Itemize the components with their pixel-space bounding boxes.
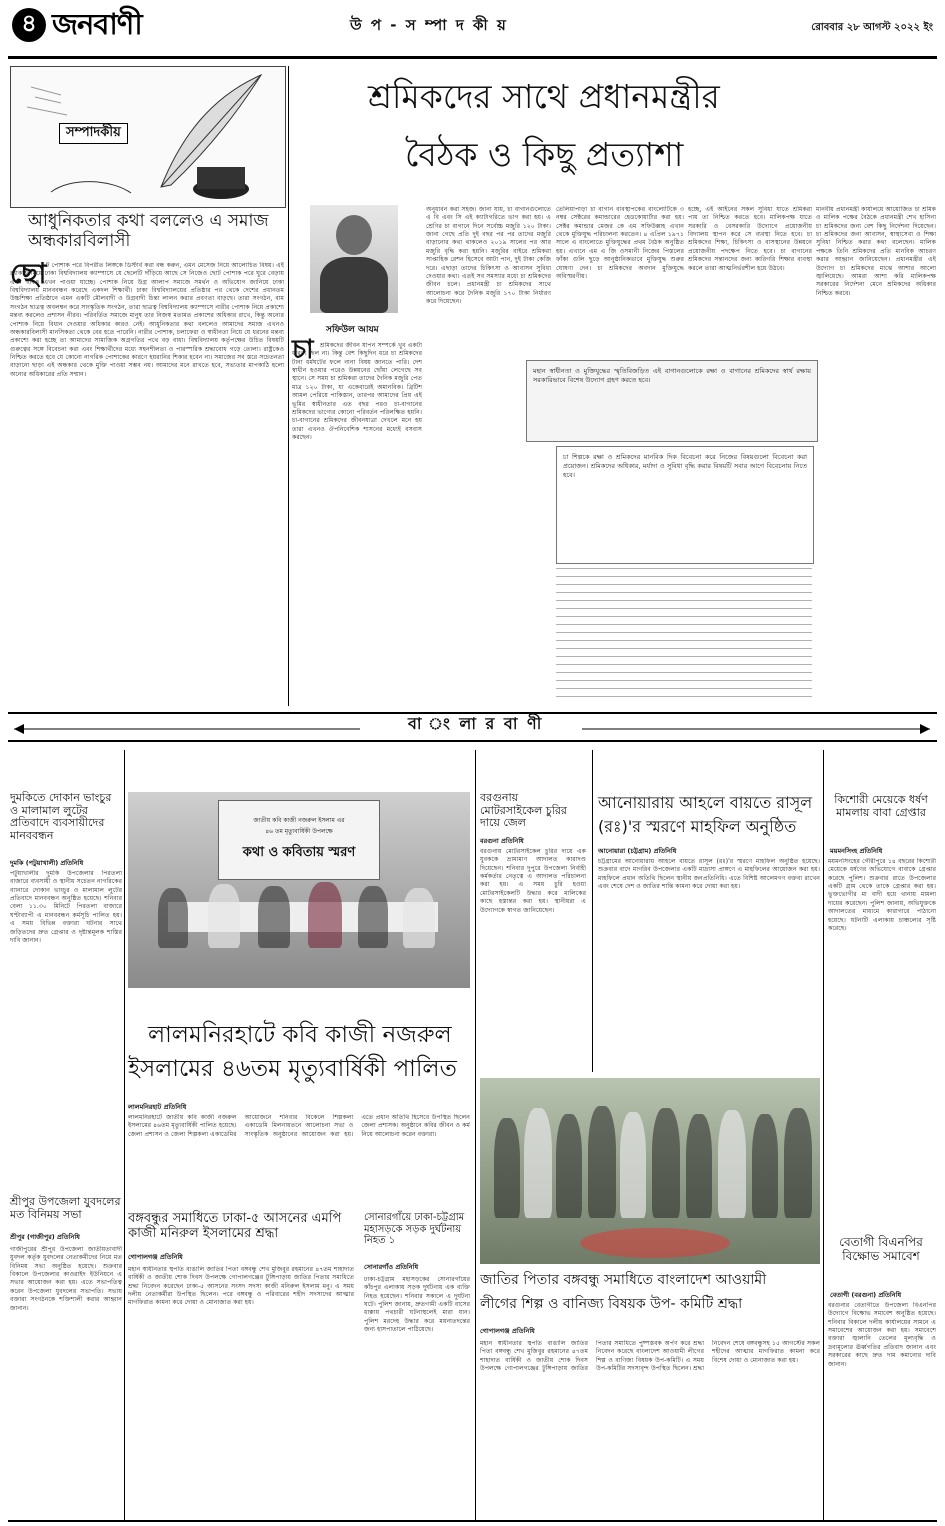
section-arrow-right bbox=[580, 720, 932, 732]
betagi-title: বেতাগী বিএনপির বিক্ষোভ সমাবেশ bbox=[839, 1235, 923, 1263]
dumki-byline: দুমকি (পটুয়াখালী) প্রতিনিধি bbox=[10, 859, 84, 867]
lead-title-line1: শ্রমিকদের সাথে প্রধানমন্ত্রীর bbox=[368, 77, 720, 116]
lead-author: সফিউল আযম bbox=[326, 325, 379, 335]
editorial-illustration bbox=[10, 66, 286, 208]
kishori-body: ময়মনসিংহের গৌরীপুরে ১৪ বছরের কিশোরী মেয়েকে ধর্ষণের অভিযোগে বাবাকে গ্রেপ্তার করেছে পুলিশ। শুক্রবার রাতে উপজেলার একটি গ্রাম থেকে তাকে গ্রেপ্তার করা হয়। ভুক্তভোগীর মা বাদী হয়ে থানায় মামলা দায়ের করেছেন। পুলিশ জানায়, অভিযুক্তকে আদালতের মাধ্যমে কারাগারে পাঠানো হয়েছে। ঘটনাটি এলাকায় চাঞ্চল্যের সৃষ্টি করেছে। bbox=[828, 858, 936, 932]
dumki-body: পটুয়াখালীর দুমকি উপজেলার পিরতলা বাজারে ব্যবসায়ী ও স্থানীয় সচেতন নাগরিকের ব্যানারে দোকান ভাংচুর ও মালামাল লুটের প্রতিবাদে মানববন্ধন অনুষ্ঠিত হয়েছে। শনিবার বেলা ১১.৩০ মিনিটে পিরতলা বাজারে ঘণ্টাব্যাপী এ মানববন্ধন কর্মসূচি পালিত হয়। এ সময় বিভিন্ন বক্তারা ঘটনার সাথে জড়িতদের দ্রুত গ্রেপ্তার ও দৃষ্টান্তমূলক শাস্তির দাবি জানান। bbox=[10, 870, 122, 944]
anowara-title-line1: আনোয়ারায় আহলে বায়তে রাসূল bbox=[598, 793, 813, 812]
barguna-byline: বরগুনা প্রতিনিধি bbox=[480, 837, 524, 845]
dhaka5-byline: গোপালগঞ্জ প্রতিনিধি bbox=[128, 1253, 183, 1261]
poster-line3: কথা ও কবিতায় স্মরণ bbox=[242, 845, 356, 860]
betagi-body: বরগুনার বেতাগীতে উপজেলা বিএনপির উদ্যোগে বিক্ষোভ সমাবেশ অনুষ্ঠিত হয়েছে। শনিবার বিকালে দলীয় কার্যালয়ের সামনে এ সমাবেশের আয়োজন করা হয়। সমাবেশে বক্তারা জ্বালানি তেলের মূল্যবৃদ্ধি ও দ্রব্যমূল্যের ঊর্ধ্বগতির প্রতিবাদ জানান এবং সরকারের কাছে দ্রুত দাম কমানোর দাবি জানান। bbox=[828, 1302, 936, 1368]
nazrul-byline: লালমনিরহাট প্রতিনিধি bbox=[128, 1103, 187, 1111]
quill-pen-icon bbox=[11, 67, 285, 207]
anowara-body: চট্টগ্রামের আনোয়ারায় আহলে বায়তে রাসূল (রঃ)'র স্মরণে মাহফিল অনুষ্ঠিত হয়েছে। শুক্রবার বাদে মাগরিব উপজেলার একটি মাদ্রাসা প্রাঙ্গণে এ মাহফিলের আয়োজন করা হয়। মাহফিলে প্রধান অতিথি ছিলেন স্থানীয় জনপ্রতিনিধি। এতে বিশিষ্ট আলেমগণ বক্তব্য রাখেন এবং শেষে দেশ ও জাতির শান্তি কামনা করে দোয়া করা হয়। bbox=[598, 858, 820, 891]
awami-title-line1: জাতির পিতার বঙ্গবন্ধু সমাধিতে বাংলাদেশ আওয়ামী bbox=[480, 1272, 767, 1288]
bangla-bani-section: বা ং লা র বা ণী bbox=[408, 714, 544, 733]
author-photo bbox=[310, 205, 398, 313]
nazrul-title-line1: লালমনিরহাটে কবি কাজী নজরুল bbox=[148, 1022, 452, 1048]
awami-byline: গোপালগঞ্জ প্রতিনিধি bbox=[480, 1327, 535, 1335]
sonargaon-body: ঢাকা-চট্টগ্রাম মহাসড়কের সোনারগাঁয়ের কাঁচপুর এলাকায় সড়ক দুর্ঘটনায় এক ব্যক্তি নিহত হয়েছেন। শনিবার সকালে এ দুর্ঘটনা ঘটে। পুলিশ জানায়, দ্রুতগামী একটি বাসের ধাক্কায় পথচারী ঘটনাস্থলেই মারা যান। পুলিশ মরদেহ উদ্ধার করে ময়নাতদন্তের জন্য হাসপাতালে পাঠিয়েছে। bbox=[364, 1276, 470, 1334]
pull-quote: মহান স্বাধীনতা ও মুক্তিযুদ্ধের স্মৃতিবিজড়িত এই বাগানগুলোকে রক্ষা ও বাগানের শ্রমিকদের স্বার্থ রক্ষায় সরকারিভাবে বিশেষ উদ্যোগ গ্রহণ করতে হবে। bbox=[533, 367, 811, 384]
sreepur-title: শ্রীপুর উপজেলা যুবদলের মত বিনিময় সভা bbox=[10, 1195, 121, 1221]
sreepur-body: গাজীপুরের শ্রীপুর উপজেলা জাতীয়তাবাদী যুবদল কর্তৃক যুবদলের নেতাকর্মীদের নিয়ে মত বিনিময় সভা অনুষ্ঠিত হয়েছে। শুক্রবার বিকালে উপজেলার কাওরাইদ ইউনিয়নে এ সভার আয়োজন করা হয়। এতে সভাপতিত্ব করেন উপজেলা যুবদলের সভাপতি। সভায় বক্তারা সংগঠনকে শক্তিশালী করার আহ্বান জানান। bbox=[10, 1246, 122, 1312]
issue-date: রোববার ২৮ আগস্ট ২০২২ ইং bbox=[811, 22, 933, 33]
page-number-badge bbox=[12, 8, 46, 42]
wreath-photo bbox=[480, 1078, 820, 1264]
lead-col1: শ্রমিকদের জীবন যাপন সম্পর্কে খুব একটা ধারণা ছিল না। কিন্তু বেশ কিছুদিন ধরে চা শ্রমিকদের টানা ধর্মঘটের ফলে নানা বিষয় জানতে পারি। দেশ স্বাধীন হওয়ার পরেও উন্নয়নের ছোঁয়া লেগেছে সব স্থানে। সে সময় চা শ্রমিকরা তাদের দৈনিক মজুরি পেত মাত্র ১২০ টাকা, যা একেবারেই অমানবিক। ব্রিটিশ আমল পেরিয়ে পাকিস্তান, তারপর আমাদের প্রিয় এই ভূমির স্বাধীনতার এত বছর পরও চা-বাগানের শ্রমিকদের ভাগ্যের কোনো পরিবর্তন পরিলক্ষিত হয়নি। চা-বাগানের শ্রমিকদের জীবনযাত্রা দেখলে মনে হয় তারা এখনও ঔপনিবেশিক শাসনের মধ্যেই বসবাস করছেন। bbox=[292, 342, 422, 441]
dumki-title: দুমকিতে দোকান ভাংচুর ও মালামাল লুটের প্রতিবাদে ব্যবসায়ীদের মানববন্ধন bbox=[10, 791, 112, 842]
section-title: উ প - স ম্পা দ কী য় bbox=[350, 16, 508, 34]
awami-body: মহান স্বাধীনতার স্থপতি বাঙালি জাতির পিতা বঙ্গবন্ধু শেখ মুজিবুর রহমানের ৪৭তম শাহাদাত বার্ষিকী ও জাতীয় শোক দিবস উপলক্ষে গোপালগঞ্জের টুঙ্গিপাড়ায় জাতির পিতার সমাধিতে পুষ্পস্তবক অর্পণ করে শ্রদ্ধা নিবেদন করেছে বাংলাদেশ আওয়ামী লীগের শিল্প ও বাণিজ্য বিষয়ক উপ-কমিটি। এ সময় উপ-কমিটির সদস্যবৃন্দ উপস্থিত ছিলেন। শ্রদ্ধা নিবেদন শেষে বঙ্গবন্ধুসহ ১৫ আগস্টের সকল শহীদের আত্মার মাগফিরাত কামনা করে বিশেষ দোয়া ও মোনাজাত করা হয়। bbox=[480, 1340, 820, 1373]
section-arrow-left bbox=[12, 720, 362, 732]
event-banner bbox=[218, 800, 380, 880]
editorial-title: আধুনিকতার কথা বললেও এ সমাজ অন্ধকারবিলাসী bbox=[28, 211, 269, 251]
lead-col4: হচ্ছে, এই আইনের সকল সুবিধা যাতে শ্রমিকরা পায় তা নিশ্চিত করতে হবে। মালিকপক্ষ যাতে সরকারি ও বেসরকারি উদ্যোগে প্রয়োজনীয় বিদ্যালয় স্থাপন করে সে ব্যবস্থা নিতে হবে। চা শ্রমিকদের শিক্ষা, চিকিৎসা ও বাসস্থানের উন্নয়নে প্রয়োজনীয় পদক্ষেপ নিতে হবে। চা বাগানের শ্রমিকদের সন্তানদের জন্য কারিগরি শিক্ষার ব্যবস্থা করলে তারা আত্মনির্ভরশীল হয়ে উঠবে। bbox=[688, 206, 812, 272]
kishori-title: কিশোরী মেয়েকে ধর্ষণ মামলায় বাবা গ্রেপ্তার bbox=[834, 793, 928, 819]
editorial-dropcap: ছো bbox=[10, 257, 47, 290]
lead-dropcap: চা bbox=[292, 335, 314, 365]
poster-line1: জাতীয় কবি কাজী নজরুল ইসলাম এর bbox=[253, 817, 345, 824]
barguna-body: বরগুনায় মোটরসাইকেল চুরির দায়ে এক যুবককে ভ্রাম্যমাণ আদালত কারাদণ্ড দিয়েছেন। শনিবার দুপুরে উপজেলা নির্বাহী কর্মকর্তার নেতৃত্বে এ আদালত পরিচালনা করা হয়। এ সময় চুরি হওয়া মোটরসাইকেলটি উদ্ধার করে মালিকের কাছে হস্তান্তর করা হয়। স্থানীয়রা এ উদ্যোগকে স্বাগত জানিয়েছেন। bbox=[480, 848, 586, 914]
awami-title-line2: লীগের শিল্প ও বানিজ্য বিষয়ক উপ- কমিটি শ্রদ্ধা bbox=[480, 1296, 743, 1312]
quote2-box bbox=[556, 446, 814, 564]
sonargaon-title: সোনারগাঁয়ে ঢাকা-চট্টগ্রাম মহাসড়কে সড়ক দুর্ঘটনায় নিহত ১ bbox=[364, 1212, 465, 1246]
lead-title-line2: বৈঠক ও কিছু প্রত্যাশা bbox=[405, 135, 684, 174]
sonargaon-byline: সোনারগাঁও প্রতিনিধি bbox=[364, 1263, 419, 1271]
editorial-body: ট পোশাক পরে বিপরীত লিঙ্গকে ডিস্টার্ব করা বন্ধ করুন, এমন মেসেজ নিয়ে আলোচিত বিষয়। এই প্ল্যাকার্ড নিয়ে ঢাকা বিশ্ববিদ্যালয় ক্যাম্পাসে যে ছেলেটি দাঁড়িয়ে আছে সে নিজেও ছোট পোশাক পরে ঘুরে বেড়ায় এমন ছবিও এখন পাওয়া যাচ্ছে। পোশাক নিয়ে উগ্র আলাপ সমাজে সমর্থন ও অভিযোগ জানিয়ে ঢাকা বিশ্ববিদ্যালয় মানববন্ধন করেছে একদল শিক্ষার্থী। ঢাকা বিশ্ববিদ্যালয়ের প্রতিষ্ঠার পর থেকে দেশের প্রধানতম উচ্চশিক্ষা প্রতিষ্ঠানে এমন একটি মৌলবাদী ও উগ্রবাদী চিন্তা লালন করার প্রবণতা বাড়ছে। তারা সংগঠন, বাম সংগঠন ছাত্রত্ব অবলম্বন করে সাংস্কৃতিক সংগঠন, তারা ছাত্রত্ব বিশ্ববিদ্যালয় ক্যাম্পাসে নারীর পোশাক নিয়ে প্রকাশ্যে মন্তব্য করলেও প্রশাসন নীরব। পরিবর্তিত সমাজে মানুষ তার নিজস্ব মতামত প্রকাশের অধিকার রাখে, কিন্তু অন্যের পোশাক নিয়ে বিধান দেওয়ার অধিকার কারও নেই। আধুনিকতার কথা বললেও আমাদের সমাজ এখনও অন্ধকারবিলাসী মানসিকতা থেকে বের হতে পারেনি। নারীর পোশাক, চলাফেরা ও স্বাধীনতা নিয়ে যে ধরনের মন্তব্য প্রকাশ্যে করা হচ্ছে তা আমাদের সামাজিক অগ্রগতির পথে বড় বাধা। বিশ্ববিদ্যালয় কর্তৃপক্ষের উচিত বিষয়টি গুরুত্বের সঙ্গে বিবেচনা করা এবং শিক্ষার্থীদের মধ্যে সহনশীলতা ও পারস্পরিক শ্রদ্ধাবোধ গড়ে তোলা। রাষ্ট্রকেও নিশ্চিত করতে হবে যে কোনো নাগরিক পোশাকের কারণে হয়রানির শিকার হবেন না। সমাজের সব স্তরে সচেতনতা বাড়ানো ছাড়া এই অন্ধকার থেকে মুক্তি পাওয়া সম্ভব নয়। আমাদের মনে রাখতে হবে, সভ্যতার মাপকাঠি হলো অন্যের অধিকারের প্রতি সম্মান। bbox=[10, 262, 284, 378]
quote2: চা শিল্পকে রক্ষা ও শ্রমিকদের মানবিক দিক বিবেচনা করে নিজের বিষয়গুলো বিবেচনা করা প্রয়োজন। শ্রমিকদের অধিকার, মর্যাদা ও সুবিধা বৃদ্ধি করার বিষয়টি সবার আগে বিবেচনায় নিতে হবে। bbox=[563, 453, 807, 479]
pull-quote-box bbox=[526, 360, 818, 442]
anowara-title-line2: (রঃ)'র স্মরণে মাহফিল অনুষ্ঠিত bbox=[598, 817, 797, 836]
lead-col2: অনুধাবন করা সহজ। জানা যায়, চা বাগানগুলোতে এ বি এবং সি এই ক্যাটাগরিতে ভাগ করা হয়। এ শ্রেণির চা বাগানে দিনে সর্বোচ্চ মজুরি ১২০ টাকা। জানা গেছে প্রতি দুই বছর পর পর তাদের মজুরি বাড়ানোর কথা থাকলেও ২০১৯ সালের পর আর মজুরি বৃদ্ধি করা হয়নি। মজুরির বাইরে শ্রমিকরা সাপ্তাহিক রেশন হিসেবে আটা পান, দুই টাকা কেজি দরে। এছাড়া তাদের চিকিৎসা ও আবাসন সুবিধা দেওয়ার কথা। এতই সব সমস্যার মধ্যে চা শ্রমিকদের জীবন চলে। প্রধানমন্ত্রী চা শ্রমিকদের সাথে আলোচনা করে দৈনিক মজুরি ১৭০ টাকা নির্ধারণ করে দিয়েছেন। bbox=[426, 206, 551, 305]
page-number: ৪ bbox=[21, 9, 37, 37]
kishori-byline: ময়মনসিংহ প্রতিনিধি bbox=[830, 847, 883, 855]
dhaka5-title: বঙ্গবন্ধুর সমাধিতে ঢাকা-৫ আসনের এমপি কাজী মনিরুল ইসলামের শ্রদ্ধা bbox=[128, 1211, 342, 1241]
nazrul-event-photo bbox=[128, 792, 470, 988]
lead-col3: তেলিয়াপাড়া চা বাগান ব্যবস্থাপকের বাংলোটিকে ৩ নম্বর সেক্টরের কমান্ডারের হেডকোয়ার্টার করা হয়। সেক্টর কমান্ডার মেজর কে এম সফিউল্লাহ এখান থেকে মুক্তিযুদ্ধ পরিচালনা করতেন। ৪ এপ্রিল ১৯৭১ সালে এ বাংলোতে মুক্তিযুদ্ধের প্রথম বৈঠক অনুষ্ঠিত হয়। এখানে এম এ জি ওসমানী নিজের পিস্তলের ফাঁকা গুলি ছুড়ে আনুষ্ঠানিকভাবে মুক্তিযুদ্ধ শুরুর ঘোষণা দেন। চা শ্রমিকদের অবদান মুক্তিযুদ্ধে অবিস্মরণীয়। bbox=[556, 206, 684, 280]
betagi-byline: বেতাগী (বরগুনা) প্রতিনিধি bbox=[830, 1291, 902, 1299]
anowara-byline: আনোয়ারা (চট্টগ্রাম) প্রতিনিধি bbox=[598, 847, 677, 855]
nazrul-title-line2: ইসলামের ৪৬তম মৃত্যুবার্ষিকী পালিত bbox=[128, 1056, 457, 1082]
newspaper-logo: জনবাণী bbox=[52, 7, 142, 41]
masthead-rule bbox=[8, 56, 937, 59]
dhaka5-body: মহান স্বাধীনতার স্থপতি বাঙালি জাতির পিতা বঙ্গবন্ধু শেখ মুজিবুর রহমানের ৪৭তম শাহাদাত বার্ষিকী ও জাতীয় শোক দিবস উপলক্ষে গোপালগঞ্জের টুঙ্গিপাড়ায় জাতির পিতার সমাধিতে শ্রদ্ধা নিবেদন করেছেন ঢাকা-৫ আসনের সংসদ সদস্য কাজী মনিরুল ইসলাম মনু। এ সময় দলীয় নেতাকর্মীরা উপস্থিত ছিলেন। পরে বঙ্গবন্ধু ও পরিবারের শহীদ সদস্যদের আত্মার মাগফিরাত কামনা করে দোয়া ও মোনাজাত করা হয়। bbox=[128, 1266, 354, 1307]
lead-col5: মানবীয় প্রধানমন্ত্রী কার্যালয়ে আয়োজিত চা শ্রমিক ও মালিক পক্ষের বৈঠকে প্রধানমন্ত্রী শেখ হাসিনা চা শ্রমিকদের জন্য বেশ কিছু নির্দেশনা দিয়েছেন। চা শ্রমিকদের জন্য আবাসন, স্বাস্থ্যসেবা ও শিক্ষা সুবিধা নিশ্চিত করার কথা বলেছেন। মালিক পক্ষকে তিনি শ্রমিকদের প্রতি মানবিক আচরণ করার আহ্বান জানিয়েছেন। প্রধানমন্ত্রীর এই উদ্যোগ চা শ্রমিকদের মাঝে আশার আলো জ্বালিয়েছে। আমরা আশা করি মালিকপক্ষ সরকারের নির্দেশনা মেনে শ্রমিকদের অধিকার নিশ্চিত করবে। bbox=[816, 206, 936, 297]
editorial-label: সম্পাদকীয় bbox=[59, 123, 128, 144]
sreepur-byline: শ্রীপুর (গাজীপুর) প্রতিনিধি bbox=[10, 1233, 80, 1241]
poster-line2: ৪৬ তম মৃত্যুবার্ষিকী উপলক্ষে bbox=[265, 828, 333, 835]
nazrul-body: লালমনিরহাটে জাতীয় কবি কাজী নজরুল ইসলামের ৪৬তম মৃত্যুবার্ষিকী পালিত হয়েছে। জেলা প্রশাসন ও জেলা শিল্পকলা একাডেমির আয়োজনে শনিবার বিকেলে শিল্পকলা একাডেমি মিলনায়তনে আলোচনা সভা ও সাংস্কৃতিক অনুষ্ঠানের আয়োজন করা হয়। এতে প্রধান অতিথি হিসেবে উপস্থিত ছিলেন জেলা প্রশাসক। অনুষ্ঠানে কবির জীবন ও কর্ম নিয়ে আলোচনা করেন বক্তারা। bbox=[128, 1114, 470, 1138]
barguna-title: বরগুনায় মোটরসাইকেল চুরির দায়ে জেল bbox=[480, 791, 567, 830]
